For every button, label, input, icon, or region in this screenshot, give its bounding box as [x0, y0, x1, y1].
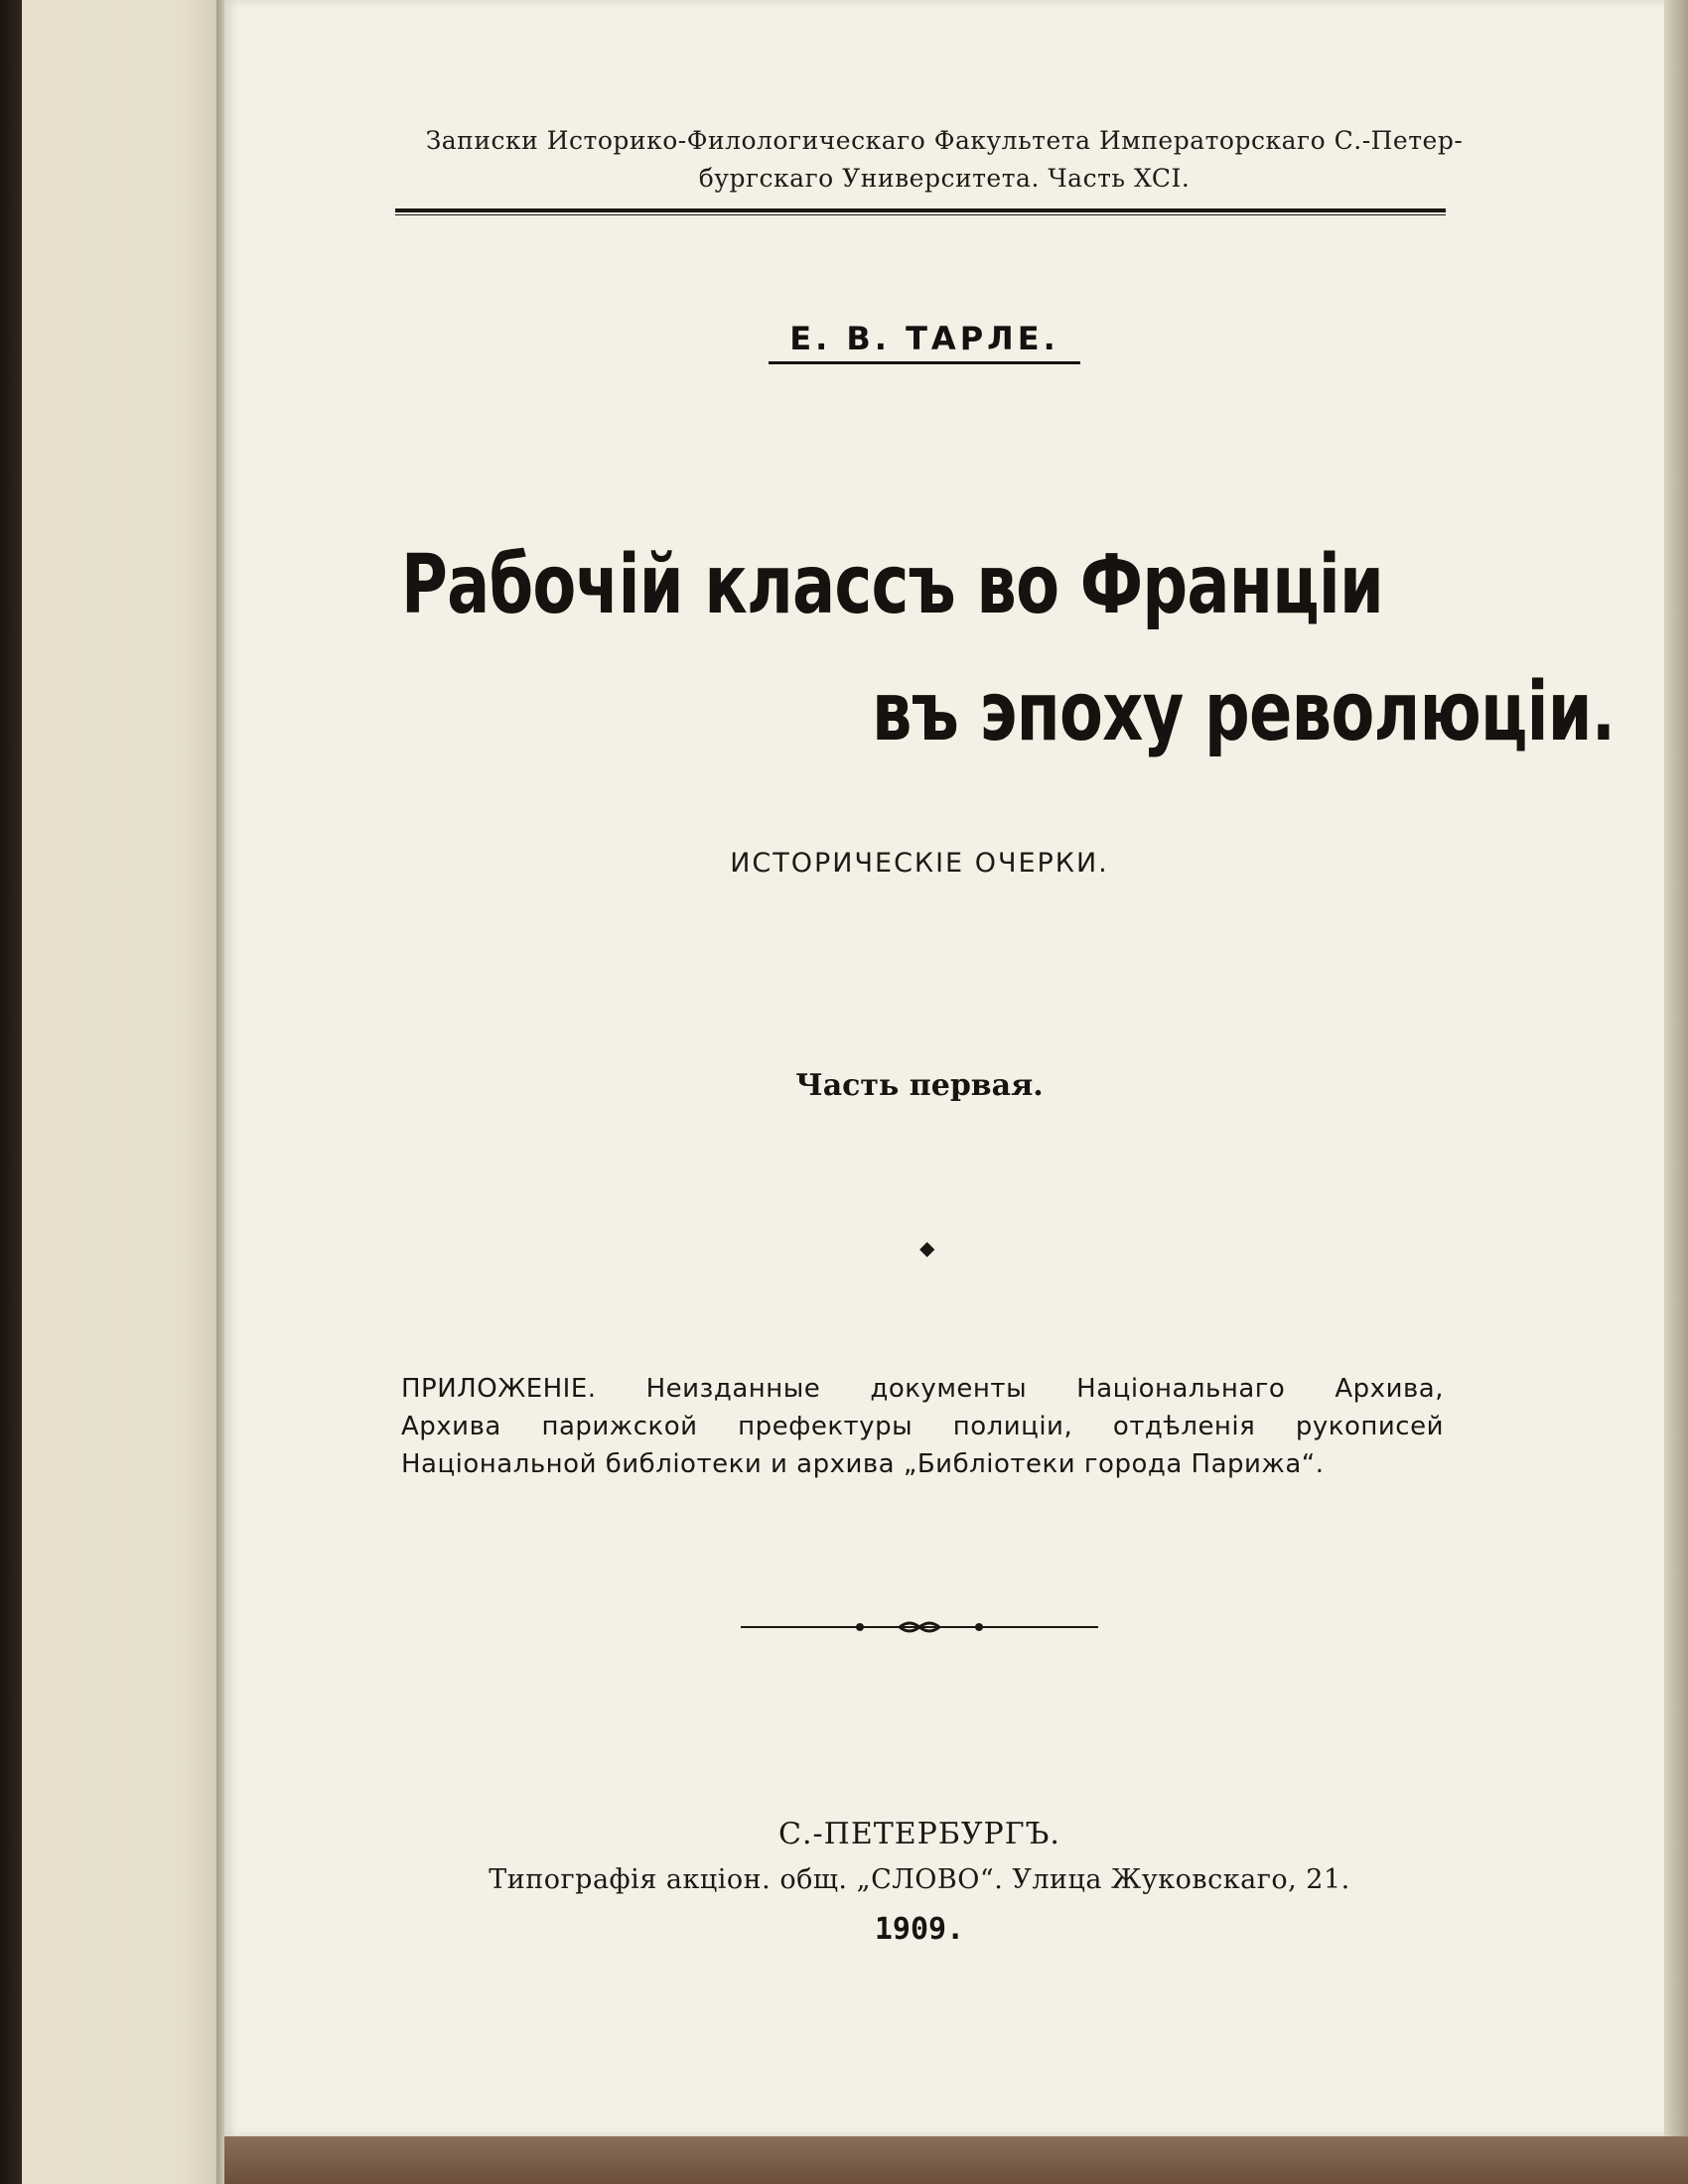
page-fore-edge	[1664, 0, 1688, 2136]
imprint-year: 1909.	[874, 1912, 965, 1947]
title-page	[224, 0, 1664, 2136]
left-page-edge	[22, 0, 222, 2184]
divider-ornament-icon	[741, 1618, 1098, 1636]
series-header-line-2: бургскаго Университета. Часть XCI.	[698, 164, 1191, 193]
appendix-line-3: Національной библіотеки и архива „Библіотеки города Парижа“.	[401, 1449, 1325, 1479]
book-title-line-2: въ эпоху революціи.	[872, 665, 1616, 759]
author-underline	[769, 361, 1080, 364]
series-header-line-1: Записки Историко-Филологическаго Факультета Императорскаго С.-Петер-	[425, 126, 1464, 155]
header-rule-thin	[395, 214, 1446, 215]
header-rule-thick	[395, 208, 1446, 212]
appendix-note	[401, 1370, 1444, 1483]
imprint-printer: Типографія акціон. общ. „СЛОВО“. Улица Жуковскаго, 21.	[489, 1864, 1350, 1895]
author-name: Е. В. ТАРЛЕ.	[789, 320, 1059, 357]
diamond-ornament-icon: ◆	[919, 1236, 935, 1260]
book-cover-bottom-edge	[224, 2136, 1688, 2184]
part-label: Часть первая.	[795, 1068, 1044, 1103]
appendix-line-2: Архива парижской префектуры полиціи, отдѣленія рукописей	[401, 1412, 1444, 1441]
appendix-line-1: ПРИЛОЖЕНІЕ. Неизданные документы Національнаго Архива,	[401, 1374, 1444, 1404]
imprint-city: С.-ПЕТЕРБУРГЪ.	[778, 1817, 1060, 1851]
book-title-line-1: Рабочій классъ во Франціи	[401, 538, 1384, 632]
book-subtitle: ИСТОРИЧЕСКІЕ ОЧЕРКИ.	[730, 848, 1109, 879]
